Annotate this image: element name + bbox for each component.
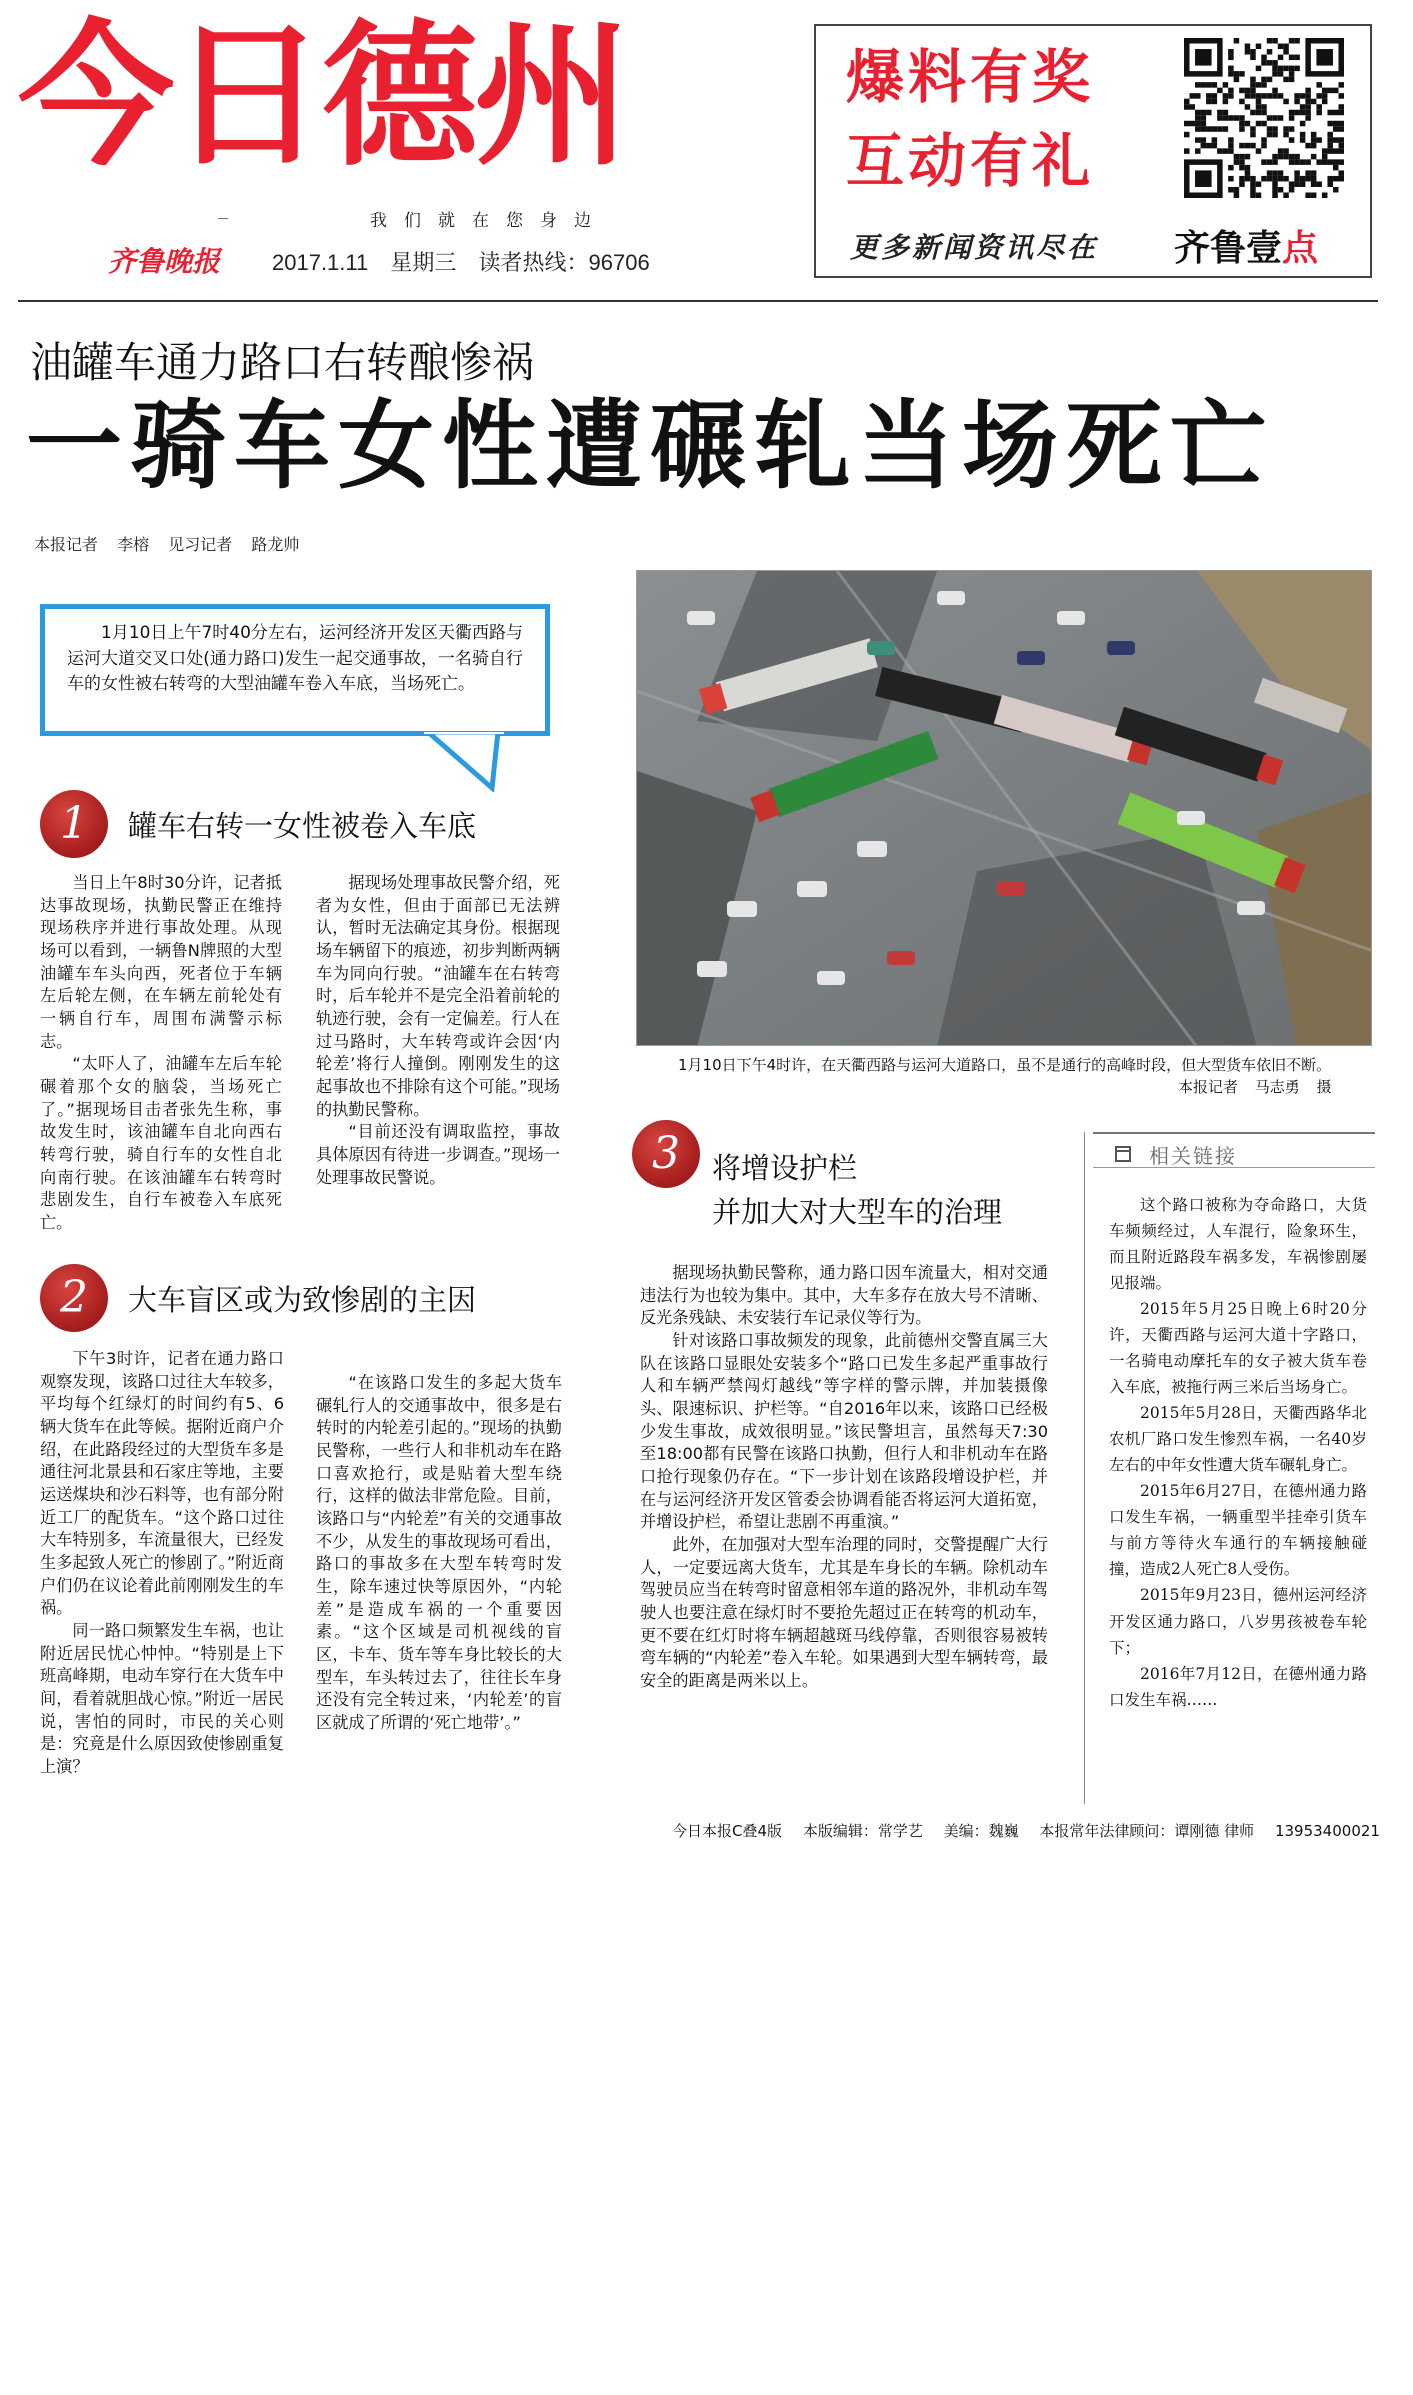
- section-3-para-2: 针对该路口事故频发的现象，此前德州交警直属三大队在该路口显眼处安装多个“路口已发生多起严重事故行人和车辆严禁闯灯越线”等字样的警示牌，并加装摄像头、限速标识、护栏等。“自2016年以来，该路口已经极少发生事故，成效很明显。”该民警坦言，虽然每天7:30至18:00都有民警在该路口执勤，但行人和非机动车在路口抢行现象仍存在。“下一步计划在该路段增设护栏，并在与运河经济开发区管委会协调看能否将运河大道拓宽，并增设护栏，希望让悲剧不再重演。”: [640, 1331, 1048, 1532]
- photo-credit-name: 马志勇: [1254, 1078, 1300, 1096]
- related-para-5: 2015年9月23日，德州运河经济开发区通力路口，八岁男孩被卷车轮下；: [1109, 1586, 1367, 1657]
- brand-logo: 齐鲁晚报: [108, 245, 221, 278]
- section-3-title-line-1: 将增设护栏: [712, 1151, 858, 1185]
- section-1-col-2: [316, 872, 560, 1189]
- speech-tail-icon: [420, 732, 510, 792]
- page-footer: [672, 1820, 1396, 1841]
- reader-hotline: 读者热线：96706: [478, 250, 650, 275]
- photo-credit-action: 摄: [1316, 1078, 1332, 1096]
- aerial-intersection-image: [637, 571, 1372, 1046]
- section-2-badge: 2: [40, 1264, 108, 1332]
- section-1-para-3: 据现场处理事故民警介绍，死者为女性，但由于面部已无法辨认，暂时无法确定其身份。根据现场车辆留下的痕迹，初步判断两辆车为同向行驶。“油罐车在右转弯时，后车轮并不是完全沿着前轮的轨迹行驶，会有一定偏差。行人在过马路时，大车转弯或许会因‘内轮差’将行人撞倒。刚刚发生的这起事故也不排除有这个可能。”现场的执勤民警称。: [316, 873, 560, 1119]
- byline-role-2: 见习记者: [168, 535, 233, 554]
- dateline: [272, 246, 666, 277]
- section-3-badge: 3: [632, 1120, 700, 1188]
- photo-credit-role: 本报记者: [1178, 1078, 1239, 1096]
- article-headline: 一骑车女性遭碾轧当场死亡: [26, 390, 1274, 502]
- section-2-para-3: “在该路口发生的多起大货车碾轧行人的交通事故中，很多是右转时的内轮差引起的。”现场的执勤民警称，一些行人和非机动车在路口喜欢抢行，或是贴着大型车绕行，这样的做法非常危险。目前，该路口与“内轮差”有关的交通事故不少，从发生的事故现场可看出，路口的事故多在大型车转弯时发生，除车速过快等原因外，“内轮差”是造成车祸的一个重要因素。“这个区域是司机视线的盲区，卡车、货车等车身比较长的大型车，车头转过去了，往往长车身还没有完全转过来，‘内轮差’的盲区就成了所谓的‘死亡地带’。”: [316, 1373, 562, 1733]
- section-1-para-1: 当日上午8时30分许，记者抵达事故现场，执勤民警正在维持现场秩序并进行事故处理。从现场可以看到，一辆鲁N牌照的大型油罐车车头向西，死者位于车辆左后轮左侧，在车辆左前轮处有一辆自行车，周围布满警示标志。: [40, 873, 282, 1051]
- photo-credit: [1178, 1076, 1344, 1097]
- promo-brand: [1174, 220, 1318, 271]
- byline-role-1: 本报记者: [34, 535, 99, 554]
- footer-designer: 美编：魏巍: [943, 1822, 1019, 1840]
- promo-brand-dot: 点: [1282, 228, 1319, 269]
- section-2-col-1: [40, 1348, 284, 1779]
- footer-editor: 本版编辑：常学艺: [802, 1822, 923, 1840]
- lead-box: [40, 604, 550, 736]
- byline-name-2: 路龙帅: [251, 535, 300, 554]
- related-links-box: [1084, 1132, 1374, 1804]
- related-para-1: 这个路口被称为夺命路口，大货车频频经过，人车混行，险象环生，而且附近路段车祸多发，车祸惨剧屡见报端。: [1109, 1196, 1367, 1293]
- window-icon: [1115, 1146, 1131, 1162]
- related-para-2: 2015年5月25日晚上6时20分许，天衢西路与运河大道十字路口，一名骑电动摩托车的女子被大货车卷入车底，被拖行两三米后当场身亡。: [1109, 1300, 1367, 1397]
- section-1-col-1: [40, 872, 282, 1235]
- photo-caption: 1月10日下午4时许，在天衢西路与运河大道路口，虽不是通行的高峰时段，但大型货车依旧不断。: [678, 1056, 1332, 1074]
- section-3-para-3: 此外，在加强对大型车治理的同时，交警提醒广大行人，一定要远离大货车，尤其是车身长的车辆。除机动车驾驶员应当在转弯时留意相邻车道的路况外，非机动车驾驶人也要注意在绿灯时不要抢先超过正在转弯的机动车，更不要在红灯时将车辆超越斑马线停靠，否则很容易被转弯车辆的“内轮差”卷入车轮。如果遇到大型车辆转弯，最安全的距离是两米以上。: [640, 1535, 1048, 1691]
- section-3-body: [640, 1262, 1048, 1693]
- section-2-col-2: [316, 1372, 562, 1735]
- related-links-label: 相关链接: [1149, 1144, 1237, 1168]
- section-2-para-1: 下午3时许，记者在通力路口观察发现，该路口过往大车较多，平均每个红绿灯的时间约有5、6辆大货车在此等候。据附近商户介绍，在此路段经过的大型货车多是通往河北景县和石家庄等地，主要运送煤块和沙石料等，也有部分附近工厂的配货车。“这个路口过往大车特别多，车流量很大，已经发生多起致人死亡的惨剧了。”附近商户们仍在议论着此前刚刚发生的车祸。: [40, 1349, 284, 1618]
- promo-box: [814, 24, 1372, 278]
- related-para-4: 2015年6月27日，在德州通力路口发生车祸，一辆重型半挂牵引货车与前方等待火车通行的车辆接触碰撞，造成2人死亡8人受伤。: [1109, 1482, 1367, 1579]
- issue-weekday: 星期三: [390, 250, 457, 275]
- qr-code-icon[interactable]: [1184, 38, 1344, 198]
- masthead-title: 今日德州: [18, 5, 626, 187]
- masthead-slogan: 我们就在您身边: [370, 211, 608, 231]
- section-2-para-2: 同一路口频繁发生车祸，也让附近居民忧心忡忡。“特别是上下班高峰期，电动车穿行在大货车中间，看着就胆战心惊。”附近一居民说，害怕的同时，市民的关心则是：究竟是什么原因致使惨剧重复上演？: [40, 1621, 284, 1777]
- footer-phone: 13953400021: [1274, 1822, 1380, 1840]
- related-links-body: [1109, 1192, 1367, 1713]
- section-1-para-2: “太吓人了，油罐车左后车轮碾着那个女的脑袋，当场死亡了。”据现场目击者张先生称，事故发生时，该油罐车自北向西右转弯行驶，骑自行车的女性自北向南行驶。在该油罐车右转弯时悲剧发生，自行车被卷入车底死亡。: [40, 1054, 282, 1233]
- promo-line-1: 爆料有奖: [846, 43, 1095, 111]
- section-3-title-line-2: 并加大对大型车的治理: [712, 1195, 1003, 1229]
- section-3-para-1: 据现场执勤民警称，通力路口因车流量大，相对交通违法行为也较为集中。其中，大车多存在放大号不清晰、反光条残缺、未安装行车记录仪等行为。: [640, 1263, 1048, 1328]
- article-kicker: 油罐车通力路口右转酿惨祸: [30, 338, 535, 387]
- promo-brand-text: 齐鲁壹: [1174, 228, 1283, 269]
- footer-legal-advisor: 本报常年法律顾问：谭刚德 律师: [1039, 1822, 1255, 1840]
- article-byline: [34, 532, 313, 555]
- intersection-photo: [636, 570, 1372, 1046]
- masthead-divider: [18, 300, 1378, 302]
- footer-edition: 今日本报C叠4版: [672, 1822, 783, 1840]
- related-links-header: [1093, 1132, 1375, 1168]
- section-1-para-4: “目前还没有调取监控，事故具体原因有待进一步调查。”现场一处理事故民警说。: [316, 1122, 560, 1187]
- section-2-title: 大车盲区或为致惨剧的主因: [128, 1283, 477, 1317]
- promo-more-text: 更多新闻资讯尽在: [850, 231, 1099, 264]
- promo-line-2: 互动有礼: [846, 127, 1095, 195]
- section-1-title: 罐车右转一女性被卷入车底: [128, 809, 477, 843]
- issue-date: 2017.1.11: [272, 250, 369, 275]
- related-para-3: 2015年5月28日，天衢西路华北农机厂路口发生惨烈车祸，一名40岁左右的中年女性遭大货车碾轧身亡。: [1109, 1404, 1367, 1475]
- byline-name-1: 李榕: [117, 535, 150, 554]
- section-1-badge: 1: [40, 790, 108, 858]
- related-para-6: 2016年7月12日，在德州通力路口发生车祸……: [1109, 1664, 1367, 1709]
- lead-text: 1月10日上午7时40分左右，运河经济开发区天衢西路与运河大道交叉口处(通力路口)发生一起交通事故，一名骑自行车的女性被右转弯的大型油罐车卷入车底，当场死亡。: [67, 623, 523, 694]
